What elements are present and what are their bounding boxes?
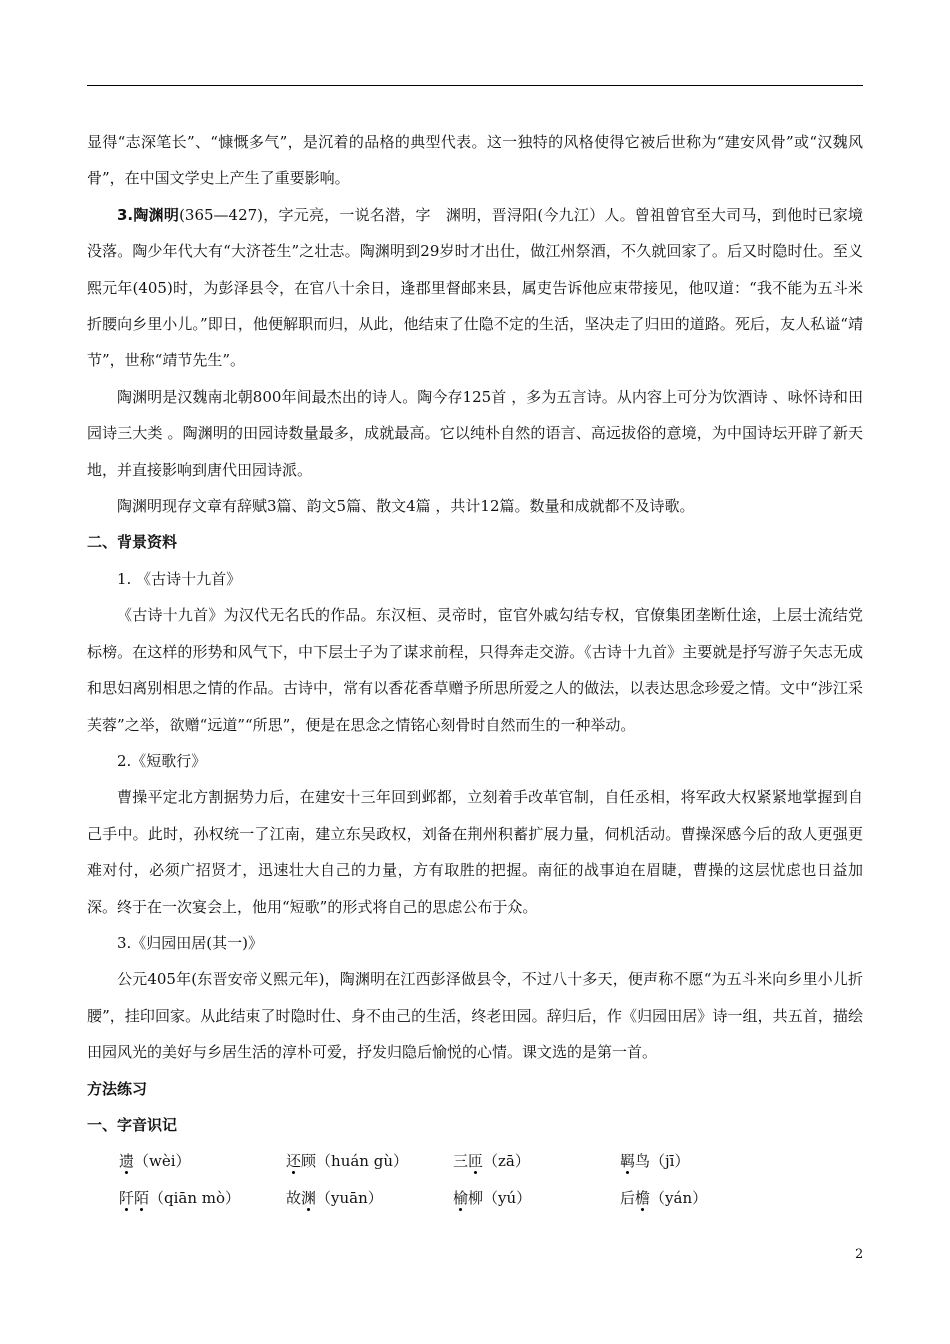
- pron-item: 三匝（zā）: [453, 1152, 530, 1171]
- section-heading-background: 二、背景资料: [87, 533, 178, 552]
- page-content: [87, 124, 863, 1216]
- pron-item: 榆柳（yú）: [453, 1188, 532, 1207]
- tao-yuanming-heading: 3.陶渊明: [117, 205, 180, 224]
- pronunciation-row-1: [87, 1143, 863, 1179]
- background-item-2-title: 2.《短歌行》: [117, 751, 207, 770]
- pron-item: 故渊（yuān）: [286, 1188, 383, 1207]
- header-rule: [87, 85, 863, 86]
- background-item-1-body: 《古诗十九首》为汉代无名氏的作品。东汉桓、灵帝时，宦官外戚勾结专权，官僚集团垄断仕途，上层士流结党标榜。在这样的形势和风气下，中下层士子为了谋求前程，只得奔走交游。《古诗十九首》主要就是抒写游子矢志无成和思妇离别相思之情的作品。古诗中，常有以香花香草赠予所思所爱之人的做法，以表达思念珍爱之情。文中“涉江采芙蓉”之举，欲赠“远道”“所思”，便是在思念之情铭心刻骨时自然而生的一种举动。: [87, 606, 863, 734]
- pronunciation-heading: 一、字音识记: [87, 1115, 178, 1134]
- pron-item: 后檐（yán）: [620, 1188, 708, 1207]
- background-item-2-body: 曹操平定北方割据势力后，在建安十三年回到邺都，立刻着手改革官制，自任丞相，将军政大权紧紧地掌握到自己手中。此时，孙权统一了江南，建立东吴政权，刘备在荆州积蓄扩展力量，伺机活动。曹操深感今后的敌人更强更难对付，必须广招贤才，迅速壮大自己的力量，方有取胜的把握。南征的战事迫在眉睫，曹操的这层忧虑也日益加深。终于在一次宴会上，他用“短歌”的形式将自己的思虑公布于众。: [87, 788, 863, 916]
- paragraph-tao-yuanming-bio: [87, 197, 863, 379]
- tao-yuanming-bio-text: (365—427)，字元亮，一说名潜，字 渊明，晋浔阳(今九江）人。曾祖曾官至大司马，到他时已家境没落。陶少年代大有“大济苍生”之壮志。陶渊明到29岁时才出仕，做江州祭酒，不久就回家了。后又时隐时仕。至义熙元年(405)时，为彭泽县令，在官八十余日，逢郡里督邮来县，属吏告诉他应束带接见，他叹道：“我不能为五斗米折腰向乡里小儿。”即日，他便解职而归，从此，他结束了仕隐不定的生活，坚决走了归田的道路。死后，友人私谥“靖节”，世称“靖节先生”。: [87, 205, 864, 370]
- background-item-3-title: 3.《归园田居(其一)》: [117, 933, 264, 952]
- pron-item: 遗（wèi）: [119, 1152, 191, 1171]
- page-number: 2: [855, 1247, 864, 1262]
- pron-item: 阡陌（qiān mò）: [119, 1188, 241, 1207]
- paragraph-tao-poetry: 陶渊明是汉魏南北朝800年间最杰出的诗人。陶今存125首 ，多为五言诗。从内容上可分为饮酒诗 、咏怀诗和田园诗三大类 。陶渊明的田园诗数量最多，成就最高。它以纯朴自然的语言、高远拔俗的意境，为中国诗坛开辟了新天地，并直接影响到唐代田园诗派。: [87, 387, 863, 479]
- pronunciation-row-2: [87, 1180, 863, 1216]
- background-item-1-title: 1. 《古诗十九首》: [117, 569, 242, 588]
- methods-heading: 方法练习: [87, 1079, 148, 1098]
- paragraph-jian-an-style: 显得“志深笔长”、“慷慨多气”，是沉着的品格的典型代表。这一独特的风格使得它被后世称为“建安风骨”或“汉魏风骨”，在中国文学史上产生了重要影响。: [87, 133, 863, 188]
- pron-item: 还顾（huán gù）: [286, 1152, 408, 1171]
- paragraph-tao-prose: 陶渊明现存文章有辞赋3篇、韵文5篇、散文4篇 ，共计12篇。数量和成就都不及诗歌。: [117, 497, 695, 516]
- background-item-3-body: 公元405年(东晋安帝义熙元年)，陶渊明在江西彭泽做县令，不过八十多天，便声称不愿“为五斗米向乡里小儿折腰”，挂印回家。从此结束了时隐时仕、身不由己的生活，终老田园。辞归后，作《归园田居》诗一组，共五首，描绘田园风光的美好与乡居生活的淳朴可爱，抒发归隐后愉悦的心情。课文选的是第一首。: [87, 970, 863, 1062]
- pron-item: 羁鸟（jī）: [620, 1152, 690, 1171]
